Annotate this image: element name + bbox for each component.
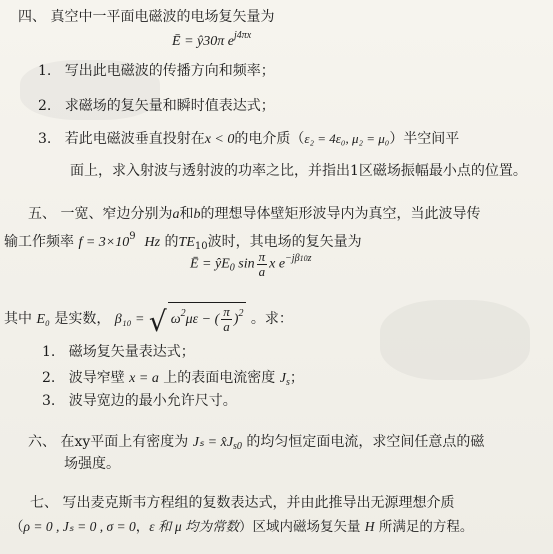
section-6-line-2: 场强度。 [64, 456, 120, 472]
section-7-line-2: （ρ = 0 , Jₛ = 0 , σ = 0，ε 和 μ 均为常数）区域内磁场复矢量 H 所满足的方程。 [10, 519, 474, 535]
section-6-heading: 六、 在xy平面上有密度为 $J_s = x̂J_{s0}$ 的均匀恒定面电流，求空间任意点的磁 [28, 434, 485, 452]
e-vector: Ē [172, 34, 181, 49]
s4-item-3-cont: 面上，求入射波与透射波的功率之比，并指出1区磁场振幅最小点的位置。 [70, 163, 527, 179]
s4-item-1: 1. 写出此电磁波的传播方向和频率； [38, 63, 275, 79]
section-7-heading: 七、 写出麦克斯韦方程组的复数表达式，并由此推导出无源理想介质 [30, 495, 455, 511]
s5-item-3: 3. 波导宽边的最小允许尺寸。 [42, 393, 237, 409]
beta-expression: $\omega^2\mu\varepsilon$ − ( $\frac{\pi}{a}$ )$^2$ [168, 302, 247, 334]
s5-item-2: 2. 波导窄壁 x = a 上的表面电流密度 $J_s$； [42, 370, 304, 388]
section-4-heading: 四、 真空中一平面电磁波的电场复矢量为 [18, 9, 275, 25]
s4-item-2: 2. 求磁场的复矢量和瞬时值表达式； [38, 98, 275, 114]
section-5-equation: Ē = $ŷE_0$ sin $\frac{\pi}{a}$ x $e^{-j\beta 10z}$ [190, 249, 312, 279]
s5-item-1: 1. 磁场复矢量表达式； [42, 344, 195, 360]
section-4-equation: Ē = ŷ30π $e^{j4\pi x}$ [172, 30, 252, 49]
sqrt-symbol: √ [148, 305, 167, 338]
s4-item-3: 3. 若此电磁波垂直投射在x < 0的电介质（ε₂ = 4ε₀, μ₂ = μ₀）半空间平 [38, 131, 460, 147]
section-5-heading: 五、 一宽、窄边分别为a和b的理想导体壁矩形波导内为真空，当此波导传 [28, 206, 481, 222]
section-5-where: 其中 E₀ 是实数， β₁₀ = √ $\omega^2\mu\varepsilon$ − ( $\frac{\pi}{a}$ )$^2$ 。求： [4, 302, 553, 336]
section-5-line-2: 输工作频率 $f = 3\times 10^9$ Hz 的$TE_{10}$波时，其电场的复矢量为 [4, 231, 362, 252]
